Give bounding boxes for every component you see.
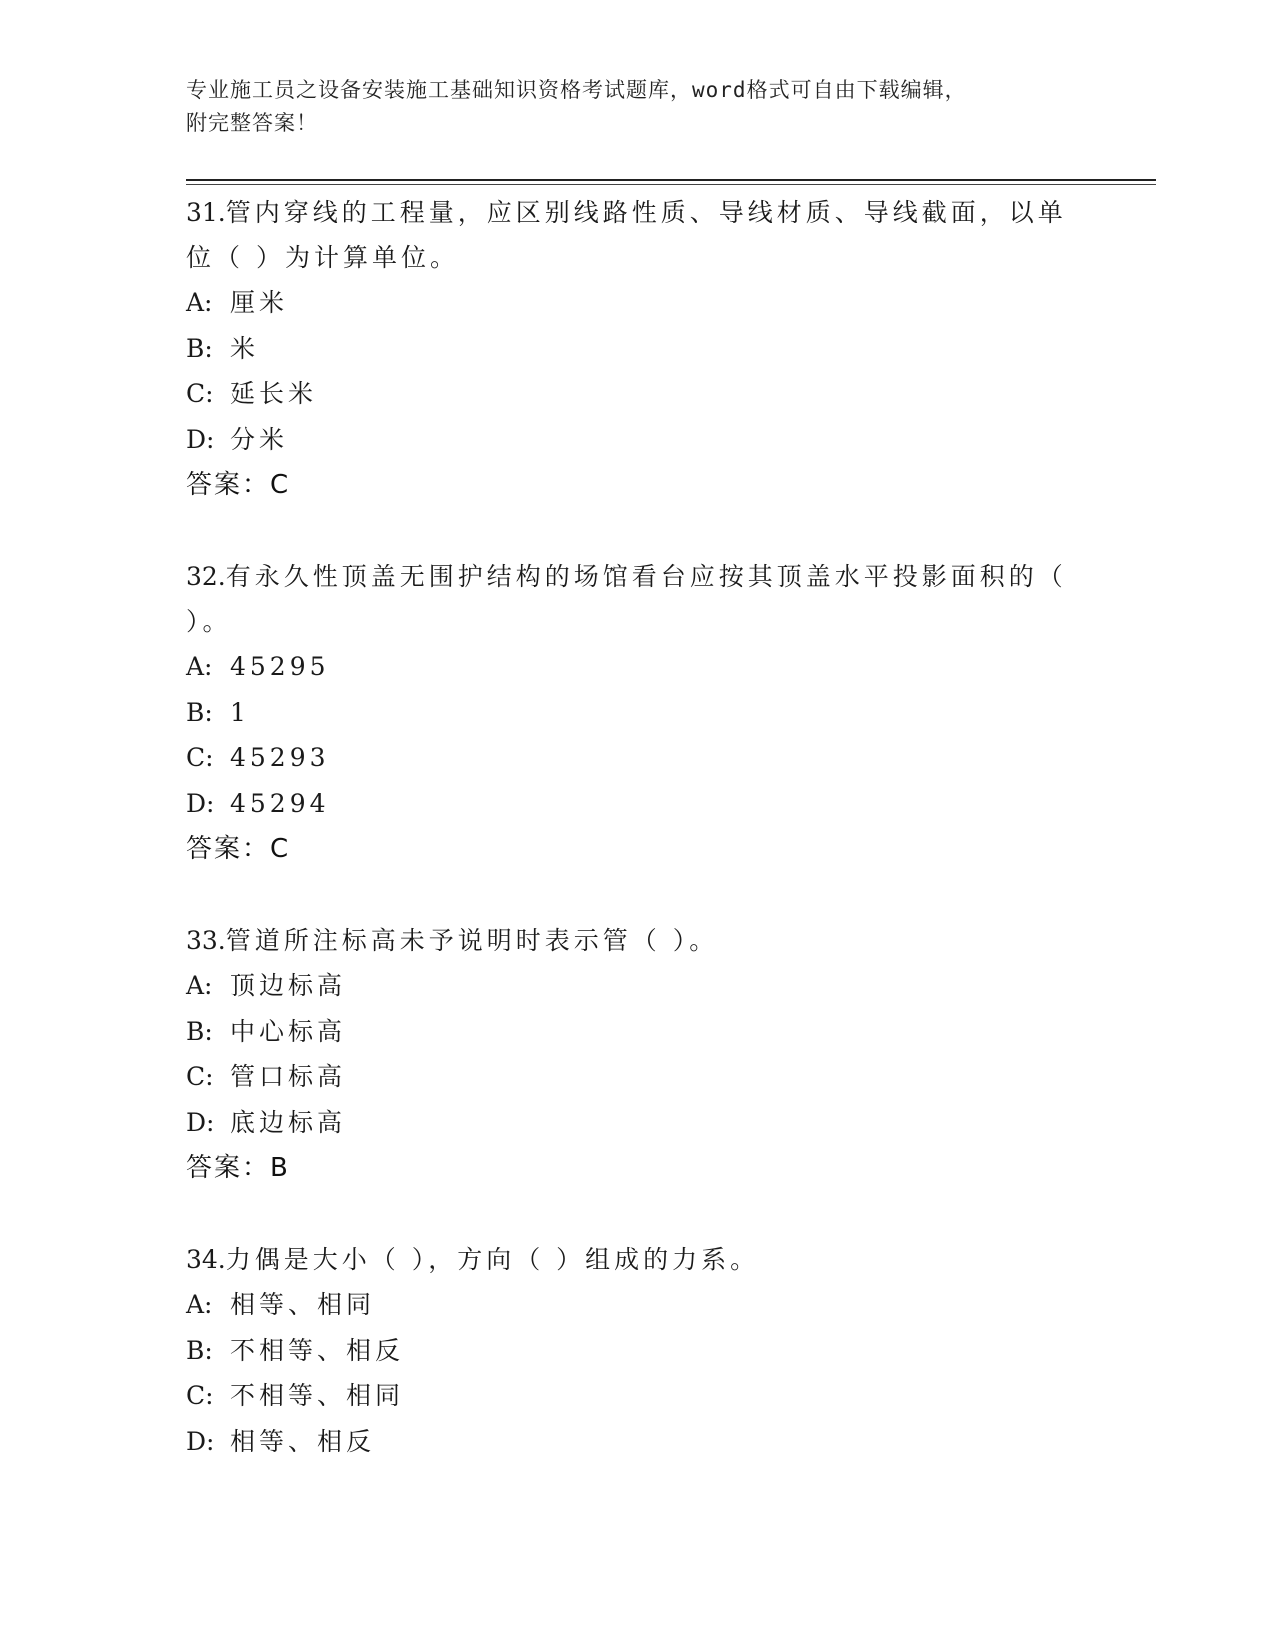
question-number: 33. xyxy=(186,926,226,955)
option-a xyxy=(186,963,1086,1009)
question-text-line-2: 位（ ）为计算单位。 xyxy=(186,243,459,272)
option-b xyxy=(186,1009,1086,1055)
question-number: 34. xyxy=(186,1245,226,1274)
question-text-line-1: 有永久性顶盖无围护结构的场馆看台应按其顶盖水平投影面积的（ xyxy=(225,562,1067,591)
option-text: 45294 xyxy=(230,788,330,818)
option-text: 底边标高 xyxy=(230,1107,347,1137)
option-key: C: xyxy=(186,743,214,772)
question-text-line-1: 管内穿线的工程量，应区别线路性质、导线材质、导线截面，以单 xyxy=(225,198,1067,227)
option-text: 顶边标高 xyxy=(230,971,347,1000)
question-list xyxy=(186,190,1086,1510)
option-key: B: xyxy=(186,1016,213,1046)
option-text: 45293 xyxy=(230,743,330,772)
option-text: 45295 xyxy=(230,652,330,681)
option-b xyxy=(186,690,1086,736)
option-key: C: xyxy=(186,1062,214,1091)
question-number: 31. xyxy=(186,198,226,227)
option-text: 相等、相反 xyxy=(230,1426,376,1456)
option-a xyxy=(186,644,1086,690)
question-stem xyxy=(186,1237,1086,1282)
option-key: A: xyxy=(186,652,213,681)
option-key: C: xyxy=(186,379,214,408)
option-d xyxy=(186,417,1086,463)
question-text-line-2: ）。 xyxy=(186,607,232,636)
question-34 xyxy=(186,1237,1086,1464)
option-text: 1 xyxy=(230,697,250,727)
answer-line: 答案：C xyxy=(186,834,291,864)
header-line-2: 附完整答案！ xyxy=(186,111,318,135)
option-text: 不相等、相反 xyxy=(230,1335,405,1365)
option-text: 管口标高 xyxy=(230,1062,347,1091)
option-key: D: xyxy=(186,1107,215,1137)
option-text: 不相等、相同 xyxy=(230,1381,405,1410)
option-text: 厘米 xyxy=(230,288,289,317)
option-key: B: xyxy=(186,333,213,363)
option-key: D: xyxy=(186,1426,215,1456)
option-key: D: xyxy=(186,788,215,818)
option-key: A: xyxy=(186,971,213,1000)
header-divider-thin xyxy=(186,184,1156,185)
option-d xyxy=(186,1100,1086,1146)
option-c xyxy=(186,1054,1086,1100)
answer-line: 答案：B xyxy=(186,1153,290,1183)
answer-line: 答案：C xyxy=(186,470,291,500)
option-text: 分米 xyxy=(230,424,289,454)
option-key: B: xyxy=(186,697,213,727)
question-stem xyxy=(186,918,1086,963)
question-32 xyxy=(186,554,1086,872)
question-stem xyxy=(186,190,1086,235)
option-b xyxy=(186,326,1086,372)
option-b xyxy=(186,1328,1086,1374)
option-d xyxy=(186,781,1086,827)
option-key: A: xyxy=(186,288,213,317)
option-d xyxy=(186,1419,1086,1465)
option-key: A: xyxy=(186,1290,213,1319)
header-divider-thick xyxy=(186,179,1156,181)
question-text-line-1: 管道所注标高未予说明时表示管（ ）。 xyxy=(225,926,719,955)
option-text: 相等、相同 xyxy=(230,1290,376,1319)
option-a xyxy=(186,280,1086,326)
header-line-1: 专业施工员之设备安装施工基础知识资格考试题库，word格式可自由下载编辑， xyxy=(186,78,967,102)
option-key: B: xyxy=(186,1335,213,1365)
question-stem xyxy=(186,554,1086,599)
question-33 xyxy=(186,918,1086,1191)
option-c xyxy=(186,1373,1086,1419)
option-text: 延长米 xyxy=(230,379,318,408)
option-text: 米 xyxy=(230,333,260,363)
option-a xyxy=(186,1282,1086,1328)
document-header xyxy=(186,74,1086,140)
option-key: C: xyxy=(186,1381,214,1410)
question-31 xyxy=(186,190,1086,508)
option-c xyxy=(186,735,1086,781)
option-c xyxy=(186,371,1086,417)
question-number: 32. xyxy=(186,562,226,591)
question-text-line-1: 力偶是大小（ ），方向（ ）组成的力系。 xyxy=(225,1245,760,1274)
option-key: D: xyxy=(186,424,215,454)
option-text: 中心标高 xyxy=(230,1016,347,1046)
